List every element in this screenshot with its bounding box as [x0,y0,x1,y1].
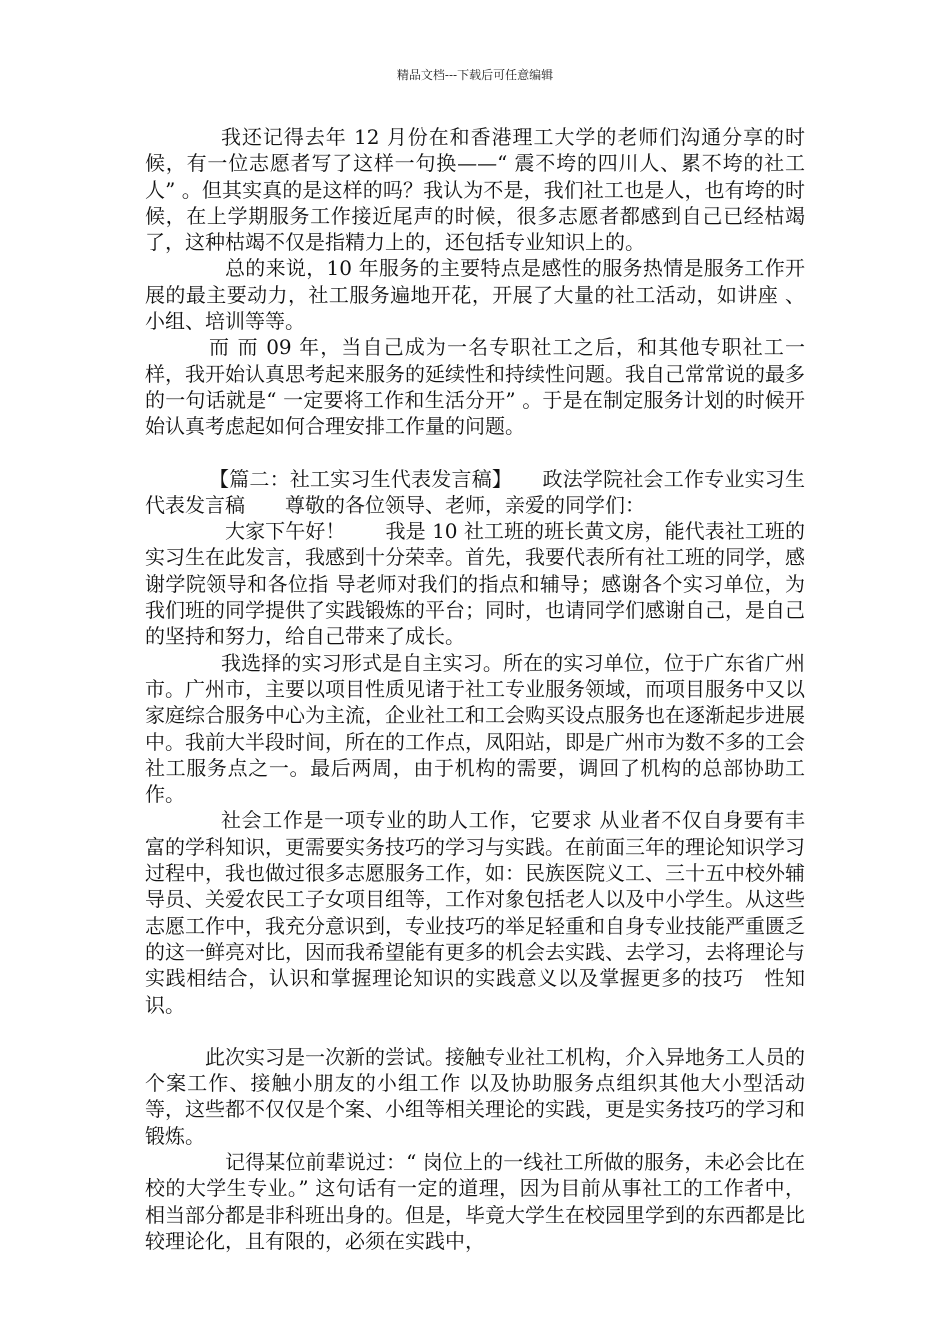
paragraph-2: 总的来说，10 年服务的主要特点是感性的服务热情是服务工作开展的最主要动力，社工服务遍地开花，开展了大量的社工活动，如讲座 、小组、培训等等。 [145,256,805,334]
page-header: 精品文档---下载后可任意编辑 [396,68,554,82]
paragraph-7: 此次实习是一次新的尝试。接触专业社工机构，介入异地务工人员的个案工作、接触小朋友的小组工作 以及协助服务点组织其他大小型活动等，这些都不仅仅是个案、小组等相关理论的实践，更是实务技巧的学习和锻炼。 [145,1044,805,1148]
document-body [145,124,805,1254]
paragraph-gap [145,440,805,466]
paragraph-5: 我选择的实习形式是自主实习。所在的实习单位，位于广东省广州市。广州市，主要以项目性质见诸于社工专业服务领域，而项目服务中又以家庭综合服务中心为主流，企业社工和工会购买设点服务也在逐渐起步进展中。我前大半段时间，所在的工作点，凤阳站，即是广州市为数不多的工会社工服务点之一。最后两周，由于机构的需要，调回了机构的总部协助工作。 [145,650,805,807]
paragraph-1: 我还记得去年 12 月份在和香港理工大学的老师们沟通分享的时候，有一位志愿者写了这样一句换——“ 震不垮的四川人、累不垮的社工人” 。但其实真的是这样的吗？我认为不是，我们社工也是人，也有垮的时候，在上学期服务工作接近尾声的时候，很多志愿者都感到自己已经枯竭了，这种枯竭不仅是指精力上的，还包括专业知识上的。 [145,125,805,255]
section-heading-paragraph: 【篇二：社工实习生代表发言稿】 政法学院社会工作专业实习生代表发言稿 尊敬的各位领导、老师，亲爱的同学们： [145,466,805,517]
paragraph-3: 而 而 09 年，当自己成为一名专职社工之后，和其他专职社工一样，我开始认真思考起来服务的延续性和持续性问题。我自己常常说的最多的一句话就是“ 一定要将工作和生活分开” 。于是在制定服务计划的时候开始认真考虑起如何合理安排工作量的问题。 [145,335,805,439]
paragraph-6: 社会工作是一项专业的助人工作，它要求 从业者不仅自身要有丰富的学科知识，更需要实务技巧的学习与实践。在前面三年的理论知识学习过程中，我也做过很多志愿服务工作，如：民族医院义工、三十五中校外辅导员、关爱农民工子女项目组等，工作对象包括老人以及中小学生。从这些志愿工作中，我充分意识到，专业技巧的举足轻重和自身专业技能严重匮乏的这一鲜亮对比，因而我希望能有更多的机会去实践、去学习，去将理论与实践相结合，认识和掌握理论知识的实践意义以及掌握更多的技巧 性知识。 [145,808,805,1017]
paragraph-greeting: 大家下午好！ 我是 10 社工班的班长黄文房，能代表社工班的实习生在此发言，我感到十分荣幸。首先，我要代表所有社工班的同学，感谢学院领导和各位指 导老师对我们的指点和辅导；感谢各个实习单位，为我们班的同学提供了实践锻炼的平台；同时，也请同学们感谢自己，是自己的坚持和努力，给自己带来了成长。 [145,519,805,649]
paragraph-gap [145,1018,805,1044]
paragraph-8: 记得某位前辈说过：“ 岗位上的一线社工所做的服务，未必会比在校的大学生专业。” 这句话有一定的道理，因为目前从事社工的工作者中，相当部分都是非科班出身的。但是，毕竟大学生在校园里学到的东西都是比较理论化，且有限的，必须在实践中， [145,1149,805,1253]
